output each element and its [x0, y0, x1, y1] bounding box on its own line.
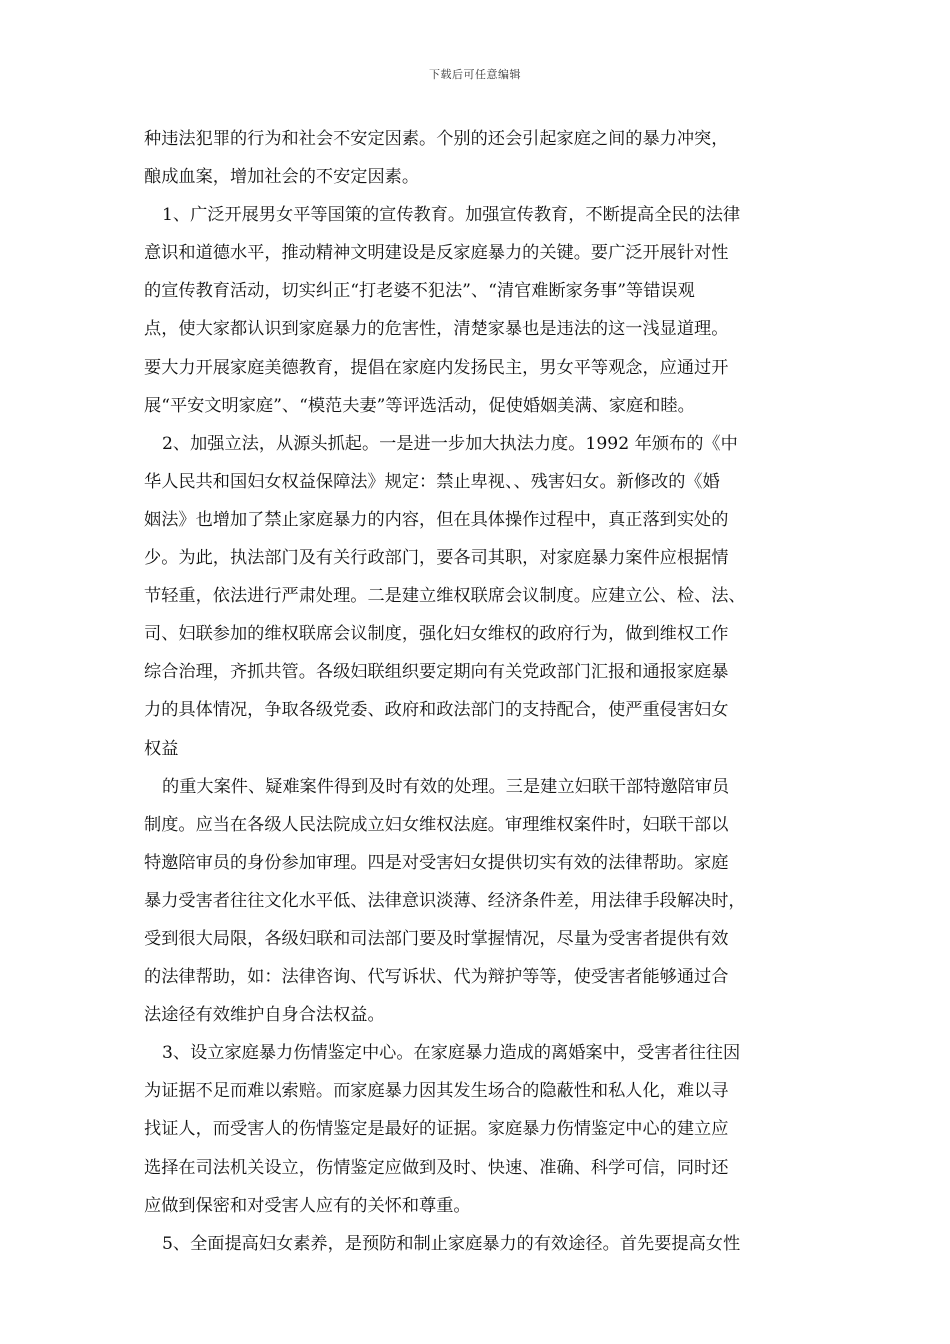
text-line: 酿成血案，增加社会的不安定因素。	[144, 167, 420, 188]
text-line: 应做到保密和对受害人应有的关怀和尊重。	[144, 1195, 471, 1216]
text-line: 3、设立家庭暴力伤情鉴定中心。在家庭暴力造成的离婚案中，受害者往往因	[162, 1043, 741, 1064]
text-line: 意识和道德水平，推动精神文明建设是反家庭暴力的关键。要广泛开展针对性	[144, 243, 729, 264]
text-line: 司、妇联参加的维权联席会议制度，强化妇女维权的政府行为，做到维权工作	[144, 624, 729, 645]
text-line: 综合治理，齐抓共管。各级妇联组织要定期向有关党政部门汇报和通报家庭暴	[144, 662, 729, 683]
text-line: 选择在司法机关设立，伤情鉴定应做到及时、快速、准确、科学可信，同时还	[144, 1157, 729, 1178]
text-line: 为证据不足而难以索赔。而家庭暴力因其发生场合的隐蔽性和私人化，难以寻	[144, 1081, 729, 1102]
text-line: 5、全面提高妇女素养，是预防和制止家庭暴力的有效途径。首先要提高女性	[162, 1233, 741, 1254]
text-line: 2、加强立法，从源头抓起。一是进一步加大执法力度。1992 年颁布的《中	[162, 433, 738, 454]
text-line: 找证人，而受害人的伤情鉴定是最好的证据。家庭暴力伤情鉴定中心的建立应	[144, 1119, 729, 1140]
text-line: 华人民共和国妇女权益保障法》规定：禁止卑视、、残害妇女。新修改的《婚	[144, 471, 720, 492]
text-line: 权益	[144, 738, 179, 759]
text-line: 少。为此，执法部门及有关行政部门，要各司其职，对家庭暴力案件应根据情	[144, 548, 729, 569]
text-line: 节轻重，依法进行严肃处理。二是建立维权联席会议制度。应建立公、检、法、	[144, 586, 746, 607]
text-line: 法途径有效维护自身合法权益。	[144, 1005, 385, 1026]
text-line: 1、广泛开展男女平等国策的宣传教育。加强宣传教育，不断提高全民的法律	[162, 205, 741, 226]
text-line: 暴力受害者往往文化水平低、法律意识淡薄、经济条件差，用法律手段解决时，	[144, 890, 746, 911]
document-body	[144, 120, 814, 1263]
text-line: 要大力开展家庭美德教育，提倡在家庭内发扬民主，男女平等观念，应通过开	[144, 357, 729, 378]
text-line: 种违法犯罪的行为和社会不安定因素。个别的还会引起家庭之间的暴力冲突，	[144, 129, 729, 149]
text-line: 的宣传教育活动，切实纠正“打老婆不犯法”、“清官难断家务事”等错误观	[144, 281, 695, 302]
text-line: 的法律帮助，如：法律咨询、代写诉状、代为辩护等等，使受害者能够通过合	[144, 967, 729, 988]
text-line: 展“平安文明家庭”、“模范夫妻”等评选活动，促使婚姻美满、家庭和睦。	[144, 395, 695, 416]
text-line: 力的具体情况，争取各级党委、政府和政法部门的支持配合，使严重侵害妇女	[144, 700, 729, 721]
text-line: 制度。应当在各级人民法院成立妇女维权法庭。审理维权案件时，妇联干部以	[144, 814, 729, 835]
text-line: 点，使大家都认识到家庭暴力的危害性，清楚家暴也是违法的这一浅显道理。	[144, 319, 729, 340]
text-line: 的重大案件、疑难案件得到及时有效的处理。三是建立妇联干部特邀陪审员	[162, 776, 730, 797]
text-line: 受到很大局限，各级妇联和司法部门要及时掌握情况，尽量为受害者提供有效	[144, 928, 729, 949]
text-line: 特邀陪审员的身份参加审理。四是对受害妇女提供切实有效的法律帮助。家庭	[144, 852, 729, 873]
page-header-note: 下载后可任意编辑	[429, 68, 521, 81]
text-line: 姻法》也增加了禁止家庭暴力的内容，但在具体操作过程中，真正落到实处的	[144, 509, 729, 530]
